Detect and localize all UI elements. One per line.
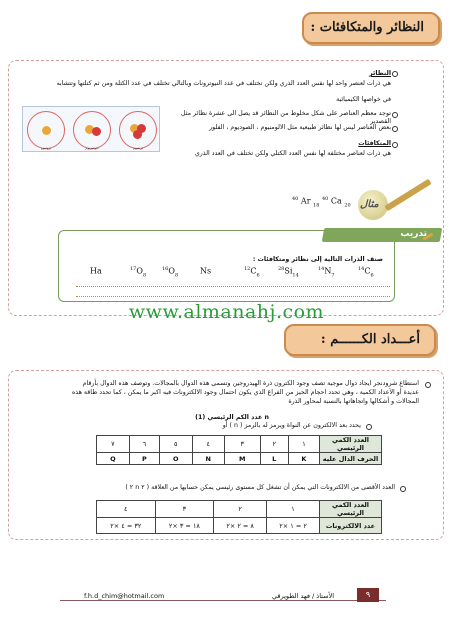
- isobars-definition: هي ذرات لعناصر مختلفة لها نفس العدد الكتلي ولكن تختلف في العدد الذري: [194, 150, 391, 157]
- table-cell: P: [129, 453, 159, 465]
- table-cell: ٤: [97, 501, 156, 518]
- example-label: مثال: [360, 199, 379, 210]
- ar-mass: 40: [292, 196, 299, 202]
- table-cell: N: [192, 453, 224, 465]
- ca-mass: 40: [322, 196, 329, 202]
- atom-symbol: Si: [284, 266, 293, 276]
- footer-divider: [60, 600, 386, 601]
- table-cell: ١٨ = ٣ ×٢: [155, 518, 214, 534]
- watermark: www.almanahj.com: [128, 301, 325, 323]
- deuterium-atom: [73, 111, 111, 149]
- table-cell: ٨ = ٢ ×٢: [214, 518, 267, 534]
- bullet-ring: [392, 142, 398, 148]
- table-cell: ٣٢ = ٤ ×٢: [97, 518, 156, 534]
- schrodinger-intro-2: عديدة أو الأعداد الكمية ، وهي تحدد احجام الحيز من الفراغ الذي يكون احتمال وجود الالكترونات فيه اكبر ما يمكن ، كما تحدد طاقة هذه: [71, 389, 419, 396]
- atom-mass: 12: [244, 266, 251, 272]
- tritium-atom: [119, 111, 157, 149]
- table-cell: ٢ = ١ ×٢: [267, 518, 320, 534]
- bullet-ring: [392, 126, 398, 132]
- table-row-head: العدد الكمي الرئيسي: [320, 501, 382, 518]
- section1-title: النظائر والمتكافئات :: [310, 20, 424, 35]
- tritium-label: تريتيوم: [133, 146, 143, 150]
- table-cell: ١: [267, 501, 320, 518]
- bullet-ring: [400, 486, 406, 492]
- table-cell: ٧: [97, 436, 130, 453]
- table-cell: O: [159, 453, 192, 465]
- table-row-head: الحرف الدال عليه: [320, 453, 382, 465]
- schrodinger-intro-1: استطاع شرودنجر ايجاد دوال موجية تصف وجود الكترون ذرة الهيدروجين وتسمى هذه الدوال بالمجالات. وتوصف هذه الدوال بأرقام: [82, 380, 419, 387]
- training-atom: [130, 266, 146, 278]
- ar-atomic: 18: [313, 202, 320, 209]
- pencil-icon: [421, 230, 435, 242]
- principal-qn-table: [96, 435, 382, 465]
- bullet-natural-isotopes: توجد معظم العناصر على شكل مخلوط من النظائر قد يصل الى عشرة نظائر مثل القصدير: [180, 110, 391, 125]
- section2-header: [284, 324, 436, 356]
- ca-atomic: 20: [344, 202, 351, 209]
- training-atom: [90, 266, 102, 278]
- bullet-no-isotopes: بعض العناصر ليس لها نظائر طبيعية مثل الالومنيوم ، الصوديوم ، الفلور: [209, 124, 391, 131]
- training-atom: [244, 266, 260, 278]
- table-cell: K: [288, 453, 319, 465]
- training-atom: [162, 266, 178, 278]
- table-cell: ٦: [129, 436, 159, 453]
- section1-header: [302, 12, 440, 44]
- bullet-ring: [392, 112, 398, 118]
- footer-teacher: الأستاذ / فهد الطويرقي: [272, 592, 335, 600]
- atom-mass: 28: [278, 266, 285, 272]
- principal-qn-heading: (1) عدد الكم الرئيسي n: [195, 414, 269, 421]
- atom-mass: 16: [162, 266, 169, 272]
- max-electrons-text: العدد الأقصى من الالكترونات التي يمكن أن تشغل كل مستوى رئيسي يمكن حسابها من العلاقة ( ٢ n ٢ ): [125, 484, 395, 491]
- isotopes-heading: النظائر: [369, 70, 391, 77]
- training-atom: [278, 266, 299, 278]
- footer-email: f.h.d_chim@hotmail.com: [84, 592, 165, 600]
- ca-symbol: Ca: [330, 196, 342, 206]
- training-atom: [318, 266, 335, 278]
- answer-line: [76, 296, 390, 297]
- table-cell: ١: [288, 436, 319, 453]
- ar-symbol: Ar: [300, 196, 311, 206]
- deuterium-label: ديوتيريوم: [85, 146, 99, 150]
- bullet-ring: [366, 424, 372, 430]
- protium-label: بروتيوم: [40, 146, 52, 150]
- training-label: تدريب: [400, 229, 427, 239]
- atom-number: 8: [174, 272, 179, 279]
- atom-symbol: O: [136, 266, 143, 276]
- table-cell: ٣: [155, 501, 214, 518]
- schrodinger-intro-3: المجالات و أشكالها واتجاهاتها بالنسبة لمحاور الذرة: [288, 398, 419, 405]
- atom-symbol: Ns: [200, 266, 212, 276]
- atom-mass: 17: [130, 266, 137, 272]
- training-atom: [200, 266, 211, 278]
- atom-number: 7: [331, 272, 335, 279]
- electrons-table: [96, 500, 382, 534]
- atom-symbol: C: [364, 266, 371, 276]
- isotopes-definition-1: هي ذرات لعنصر واحد لها نفس العدد الذري ولكن تختلف في عدد النيوترونات وبالتالي تختلف في عدد الكتلة ومن ثم كتلتها وتتشابه: [56, 80, 391, 87]
- table-cell: ٢: [260, 436, 288, 453]
- bullet-ring: [425, 382, 431, 388]
- atom-symbol: O: [168, 266, 175, 276]
- atom-number: 14: [292, 272, 299, 279]
- bullet-ring: [392, 71, 398, 77]
- atom-mass: 14: [358, 266, 365, 272]
- table-cell: ٥: [159, 436, 192, 453]
- hydrogen-isotopes-image: [22, 106, 160, 152]
- protium-atom: [27, 111, 65, 149]
- table-cell: Q: [97, 453, 130, 465]
- table-row-head: العدد الكمي الرئيسي: [320, 436, 382, 453]
- training-atom: [358, 266, 374, 278]
- training-prompt: صنف الذرات التالية إلى نظائر ومتكافئات :: [252, 256, 383, 263]
- isotopes-definition-2: في خواصها الكيميائية: [336, 96, 391, 103]
- table-cell: ٤: [192, 436, 224, 453]
- table-cell: ٢: [214, 501, 267, 518]
- atom-symbol: Ha: [90, 266, 102, 276]
- answer-line: [76, 286, 390, 287]
- section2-title: أعـــداد الكــــــم :: [320, 332, 420, 347]
- atom-symbol: C: [250, 266, 257, 276]
- table-cell: M: [224, 453, 260, 465]
- atom-symbol: N: [324, 266, 332, 276]
- example-isotope-ar: [292, 196, 319, 208]
- atom-number: 8: [142, 272, 147, 279]
- table-cell: L: [260, 453, 288, 465]
- atom-number: 6: [370, 272, 374, 279]
- example-isotope-ca: [322, 196, 351, 208]
- isobars-heading: المتكافئات: [358, 140, 391, 147]
- table-cell: ٣: [224, 436, 260, 453]
- principal-qn-description: يحدد بعد الالكترون عن النواة ويرمز له بالرمز ( n ) أو: [222, 422, 361, 429]
- page-number: ٩: [357, 588, 379, 602]
- atom-number: 6: [256, 272, 260, 279]
- table-row-head: عدد الالكترونات: [320, 518, 382, 534]
- atom-mass: 14: [318, 266, 325, 272]
